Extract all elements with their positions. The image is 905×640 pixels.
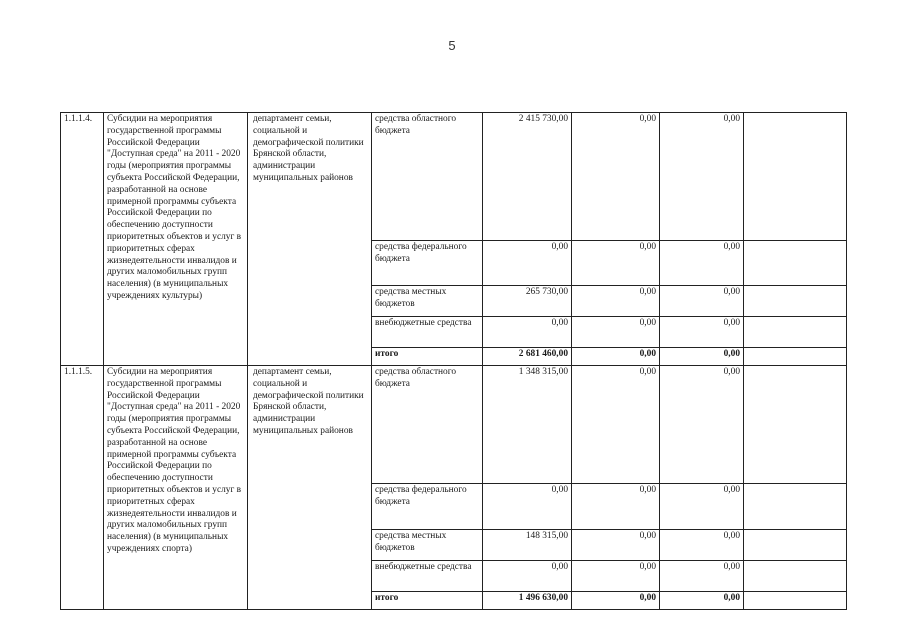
funding-source: средства областного бюджета bbox=[372, 113, 483, 241]
item-description: Субсидии на мероприятия государственной программы Российской Федерации "Доступная среда" на 2011 - 2020 годы (мероприятия программы субъекта Российской Федерации, разработанной на основе примерной программы субъекта Российской Федерации по обеспечению доступности приоритетных объектов и услуг в приоритетных сферах жизнедеятельности инвалидов и других маломобильных групп населения) (в муниципальных учреждениях спорта) bbox=[104, 366, 248, 610]
value-cell: 0,00 bbox=[572, 286, 660, 317]
page-number: 5 bbox=[448, 38, 456, 53]
value-cell: 0,00 bbox=[572, 484, 660, 530]
funding-source: средства федерального бюджета bbox=[372, 241, 483, 286]
value-cell: 0,00 bbox=[483, 317, 572, 348]
value-cell bbox=[744, 241, 847, 286]
value-cell: 0,00 bbox=[660, 484, 744, 530]
total-value bbox=[744, 348, 847, 366]
total-value: 2 681 460,00 bbox=[483, 348, 572, 366]
funding-source: внебюджетные средства bbox=[372, 561, 483, 592]
value-cell: 0,00 bbox=[572, 317, 660, 348]
total-value: 0,00 bbox=[572, 348, 660, 366]
value-cell: 0,00 bbox=[660, 366, 744, 484]
value-cell: 0,00 bbox=[660, 561, 744, 592]
value-cell: 0,00 bbox=[572, 366, 660, 484]
table-row bbox=[61, 113, 847, 241]
total-label: итого bbox=[372, 348, 483, 366]
value-cell: 148 315,00 bbox=[483, 530, 572, 561]
value-cell: 0,00 bbox=[572, 241, 660, 286]
value-cell: 0,00 bbox=[660, 317, 744, 348]
item-responsible: департамент семьи, социальной и демографической политики Брянской области, администрации муниципальных районов bbox=[248, 113, 372, 366]
total-value: 0,00 bbox=[660, 592, 744, 610]
value-cell: 0,00 bbox=[572, 561, 660, 592]
value-cell: 0,00 bbox=[572, 113, 660, 241]
funding-source: средства федерального бюджета bbox=[372, 484, 483, 530]
value-cell: 0,00 bbox=[660, 286, 744, 317]
total-value: 1 496 630,00 bbox=[483, 592, 572, 610]
value-cell: 0,00 bbox=[483, 241, 572, 286]
value-cell: 265 730,00 bbox=[483, 286, 572, 317]
value-cell: 0,00 bbox=[572, 530, 660, 561]
budget-table bbox=[60, 112, 847, 610]
funding-source: внебюджетные средства bbox=[372, 317, 483, 348]
total-value bbox=[744, 592, 847, 610]
value-cell: 0,00 bbox=[660, 113, 744, 241]
item-description: Субсидии на мероприятия государственной программы Российской Федерации "Доступная среда" на 2011 - 2020 годы (мероприятия программы субъекта Российской Федерации, разработанной на основе примерной программы субъекта Российской Федерации по обеспечению доступности приоритетных объектов и услуг в приоритетных сферах жизнедеятельности инвалидов и других маломобильных групп населения) (в муниципальных учреждениях культуры) bbox=[104, 113, 248, 366]
total-label: итого bbox=[372, 592, 483, 610]
value-cell: 2 415 730,00 bbox=[483, 113, 572, 241]
total-value: 0,00 bbox=[660, 348, 744, 366]
value-cell bbox=[744, 561, 847, 592]
value-cell: 0,00 bbox=[483, 484, 572, 530]
funding-source: средства местных бюджетов bbox=[372, 286, 483, 317]
item-responsible: департамент семьи, социальной и демографической политики Брянской области, администрации муниципальных районов bbox=[248, 366, 372, 610]
value-cell bbox=[744, 530, 847, 561]
item-code: 1.1.1.4. bbox=[61, 113, 104, 366]
value-cell: 1 348 315,00 bbox=[483, 366, 572, 484]
funding-source: средства областного бюджета bbox=[372, 366, 483, 484]
table-row bbox=[61, 366, 847, 484]
total-value: 0,00 bbox=[572, 592, 660, 610]
item-code: 1.1.1.5. bbox=[61, 366, 104, 610]
value-cell bbox=[744, 484, 847, 530]
value-cell bbox=[744, 317, 847, 348]
funding-source: средства местных бюджетов bbox=[372, 530, 483, 561]
value-cell: 0,00 bbox=[660, 530, 744, 561]
value-cell: 0,00 bbox=[660, 241, 744, 286]
value-cell bbox=[744, 366, 847, 484]
value-cell: 0,00 bbox=[483, 561, 572, 592]
value-cell bbox=[744, 286, 847, 317]
value-cell bbox=[744, 113, 847, 241]
